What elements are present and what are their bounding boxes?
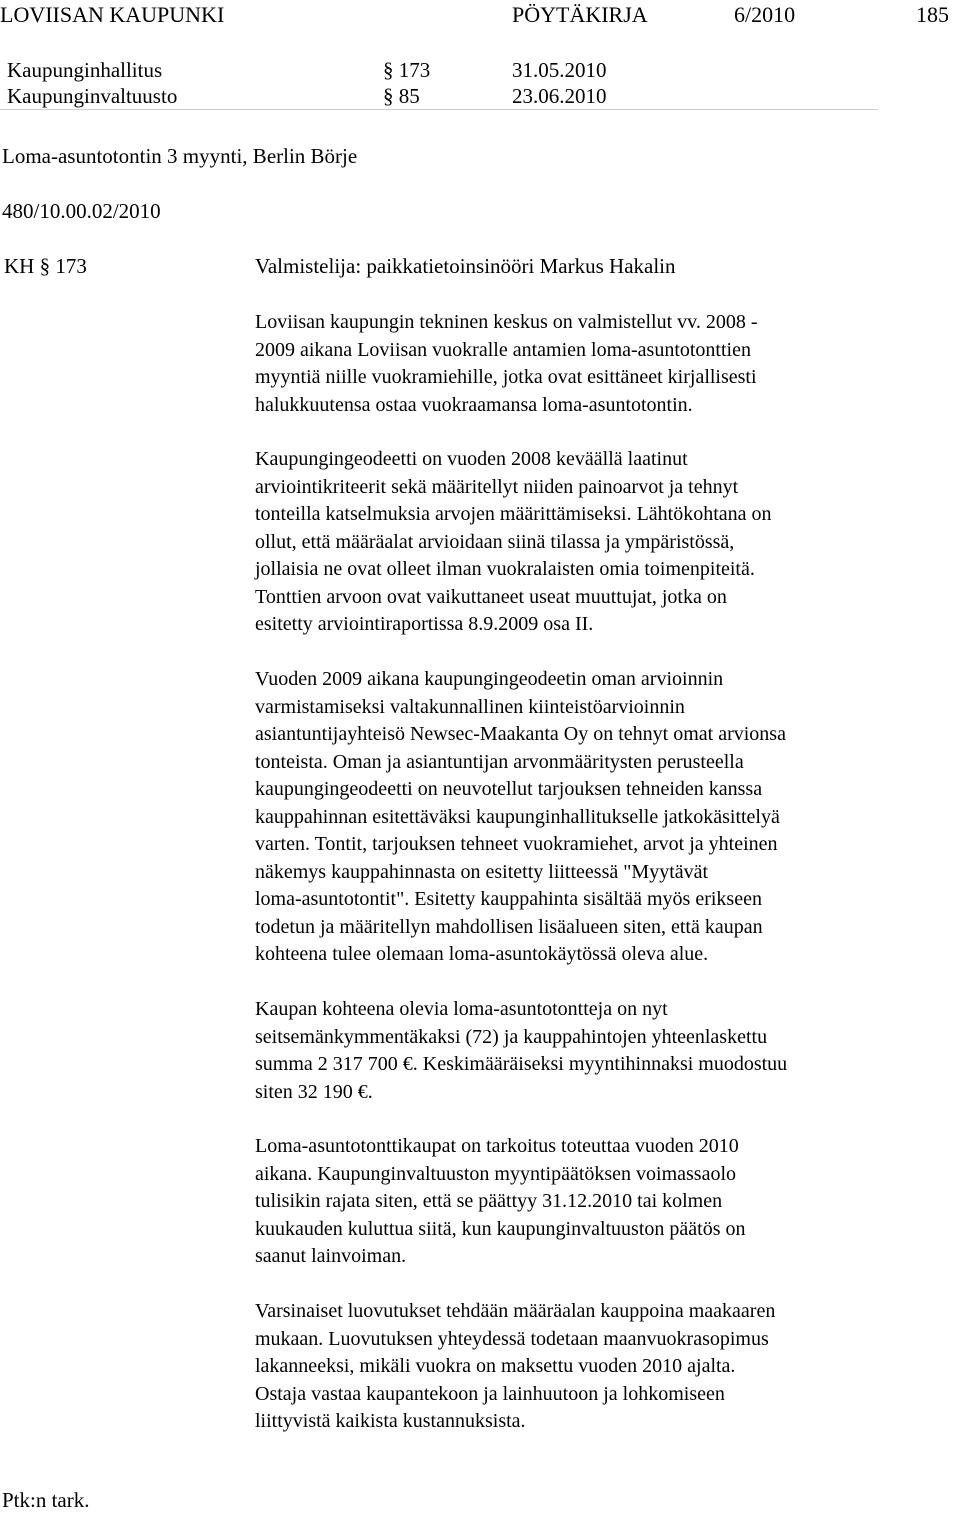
text-line: 2009 aikana Loviisan vuokralle antamien loma-asuntotonttien <box>255 338 751 361</box>
paragraph <box>255 446 915 639</box>
text-line: Loma-asuntotonttikaupat on tarkoitus toteuttaa vuoden 2010 <box>255 1135 739 1157</box>
text-line: Kaupan kohteena olevia loma-asuntotontteja on nyt <box>255 998 668 1020</box>
city-name: LOVIISAN KAUPUNKI <box>0 2 225 27</box>
text-line: tonteilla katselmuksia arvojen määrittämiseksi. Lähtökohtana on <box>255 503 772 525</box>
meeting-date: 31.05.2010 <box>512 58 607 82</box>
text-line: tulisikin rajata siten, että se päättyy 31.12.2010 tai kolmen <box>255 1190 723 1212</box>
file-number: 480/10.00.02/2010 <box>2 199 161 223</box>
meeting-section: § 85 <box>383 84 420 108</box>
meeting-body: Kaupunginhallitus <box>7 58 163 82</box>
preparer-line: Valmistelija: paikkatietoinsinööri Markus Hakalin <box>255 254 676 278</box>
subject-title: Loma-asuntotontin 3 myynti, Berlin Börje <box>2 144 358 168</box>
paragraph <box>255 309 915 419</box>
text-line: lakanneeksi, mikäli vuokra on maksettu vuoden 2010 ajalta. <box>255 1355 736 1377</box>
text-line: Varsinaiset luovutukset tehdään määräalan kauppoina maakaaren <box>255 1300 776 1322</box>
text-line: kuukauden kuluttua siitä, kun kaupunginvaltuuston päätös on <box>255 1217 746 1240</box>
text-line: myyntiä niille vuokramiehille, jotka ovat esittäneet kirjallisesti <box>255 366 757 388</box>
issue-number: 6/2010 <box>734 2 796 27</box>
text-line: loma-asuntotontit". Esitetty kauppahinta sisältää myös erikseen <box>255 888 762 910</box>
text-line: saanut lainvoiman. <box>255 1245 407 1267</box>
paragraph <box>255 996 915 1106</box>
document-type: PÖYTÄKIRJA <box>512 2 648 27</box>
footer-inspector-label: Ptk:n tark. <box>2 1488 90 1512</box>
text-line: Tonttien arvoon ovat vaikuttaneet useat muuttujat, jotka on <box>255 585 727 608</box>
kh-section-label: KH § 173 <box>4 254 87 278</box>
text-line: arviointikriteerit sekä määritellyt niiden painoarvot ja tehnyt <box>255 475 739 498</box>
text-line: jollaisia ne ovat olleet ilman vuokralaisten omia toimenpiteitä. <box>255 558 755 580</box>
text-line: halukkuutensa ostaa vuokraamansa loma-asuntotontin. <box>255 393 693 416</box>
text-line: tonteista. Oman ja asiantuntijan arvonmääritysten perusteella <box>255 750 744 773</box>
text-line: ollut, että määräalat arvioidaan siinä tilassa ja ympäristössä, <box>255 530 735 553</box>
text-line: Vuoden 2009 aikana kaupungingeodeetin oman arvioinnin <box>255 668 724 690</box>
paragraph <box>255 666 915 969</box>
text-line: varten. Tontit, tarjouksen tehneet vuokramiehet, arvot ja yhteinen <box>255 833 778 855</box>
text-line: varmistamiseksi valtakunnallinen kiinteistöarvioinnin <box>255 695 685 718</box>
text-line: mukaan. Luovutuksen yhteydessä todetaan maanvuokrasopimus <box>255 1327 769 1350</box>
page-number: 185 <box>916 2 949 27</box>
text-line: aikana. Kaupunginvaltuuston myyntipäätöksen voimassaolo <box>255 1162 737 1185</box>
text-line: siten 32 190 €. <box>255 1080 373 1103</box>
text-line: näkemys kauppahinnasta on esitetty liitteessä "Myytävät <box>255 860 709 883</box>
text-line: esitetty arviointiraportissa 8.9.2009 osa II. <box>255 613 594 635</box>
text-line: todetun ja määritellyn mahdollisen lisäalueen siten, että kaupan <box>255 915 763 938</box>
paragraph <box>255 1133 915 1271</box>
text-line: Ostaja vastaa kaupantekoon ja lainhuutoon ja lohkomiseen <box>255 1382 725 1405</box>
text-line: liittyvistä kaikista kustannuksista. <box>255 1410 526 1432</box>
meeting-body: Kaupunginvaltuusto <box>7 84 178 108</box>
text-line: kohteena tulee olemaan loma-asuntokäytössä oleva alue. <box>255 943 709 965</box>
header-divider <box>0 109 878 110</box>
meeting-section: § 173 <box>383 58 431 82</box>
text-line: kauppahinnan esitettäväksi kaupunginhallitukselle jatkokäsittelyä <box>255 805 780 828</box>
text-line: seitsemänkymmentäkaksi (72) ja kauppahintojen yhteenlaskettu <box>255 1025 768 1048</box>
text-line: asiantuntijayhteisö Newsec-Maakanta Oy on tehnyt omat arvionsa <box>255 723 786 745</box>
text-line: Loviisan kaupungin tekninen keskus on valmistellut vv. 2008 - <box>255 311 758 333</box>
meeting-date: 23.06.2010 <box>512 84 607 108</box>
text-line: kaupungingeodeetti on neuvotellut tarjouksen tehneiden kanssa <box>255 778 763 800</box>
text-line: Kaupungingeodeetti on vuoden 2008 keväällä laatinut <box>255 448 688 470</box>
text-line: summa 2 317 700 €. Keskimääräiseksi myyntihinnaksi muodostuu <box>255 1053 788 1075</box>
paragraph <box>255 1298 915 1436</box>
